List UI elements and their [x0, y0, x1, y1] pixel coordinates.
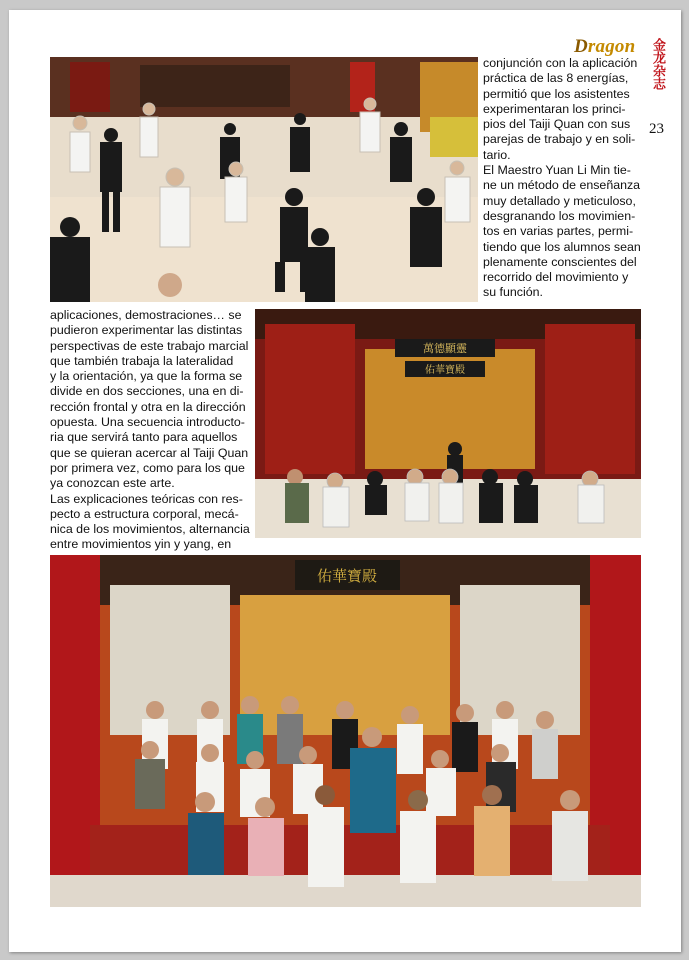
photo-taiji-practice — [50, 57, 478, 302]
magazine-page — [9, 10, 681, 952]
hall-sign-2: 萬德顯靈 — [423, 342, 467, 355]
article-column-right-top: conjunción con la aplicación práctica de las 8 energías, permitió que los asistentes experimentaran los princi- pios del Taiji Quan con sus parejas de trabajo y en soli- tario. El Maestro Yuan Li Min tie- ne un método de enseñanza muy detallado y meticuloso, desgranando los movimien- tos en varias partes, permi- tiendo que los alumnos sean plenamente conscientes del recorrido del movimiento y su función. — [483, 56, 641, 300]
photo-temple-audience — [255, 309, 641, 538]
chinese-title: 金龙杂志 — [650, 38, 665, 90]
article-column-left-middle: aplicaciones, demostraciones… se pudieron experimentar las distintas perspectivas de este trabajo marcial que también trabaja la lateralidad y la orientación, ya que la forma se divide en dos secciones, una en di- rección frontal y otra en la dirección opuesta. Una secuencia introducto- ria que servirá tanto para aquellos que se quieran acercar al Taiji Quan por primera vez, como para los que ya conozcan este arte. Las explicaciones teóricas con res- pecto a estructura corporal, mecá- nica de los movimientos, alternancia entre movimientos yin y yang, en — [50, 308, 250, 552]
magazine-logo: Dragon — [574, 36, 636, 57]
photo-group-portrait — [50, 555, 641, 907]
page-number: 23 — [649, 121, 664, 137]
hall-sign-main: 佑華寶殿 — [316, 567, 378, 585]
hall-sign-1: 佑華寶殿 — [425, 365, 465, 376]
